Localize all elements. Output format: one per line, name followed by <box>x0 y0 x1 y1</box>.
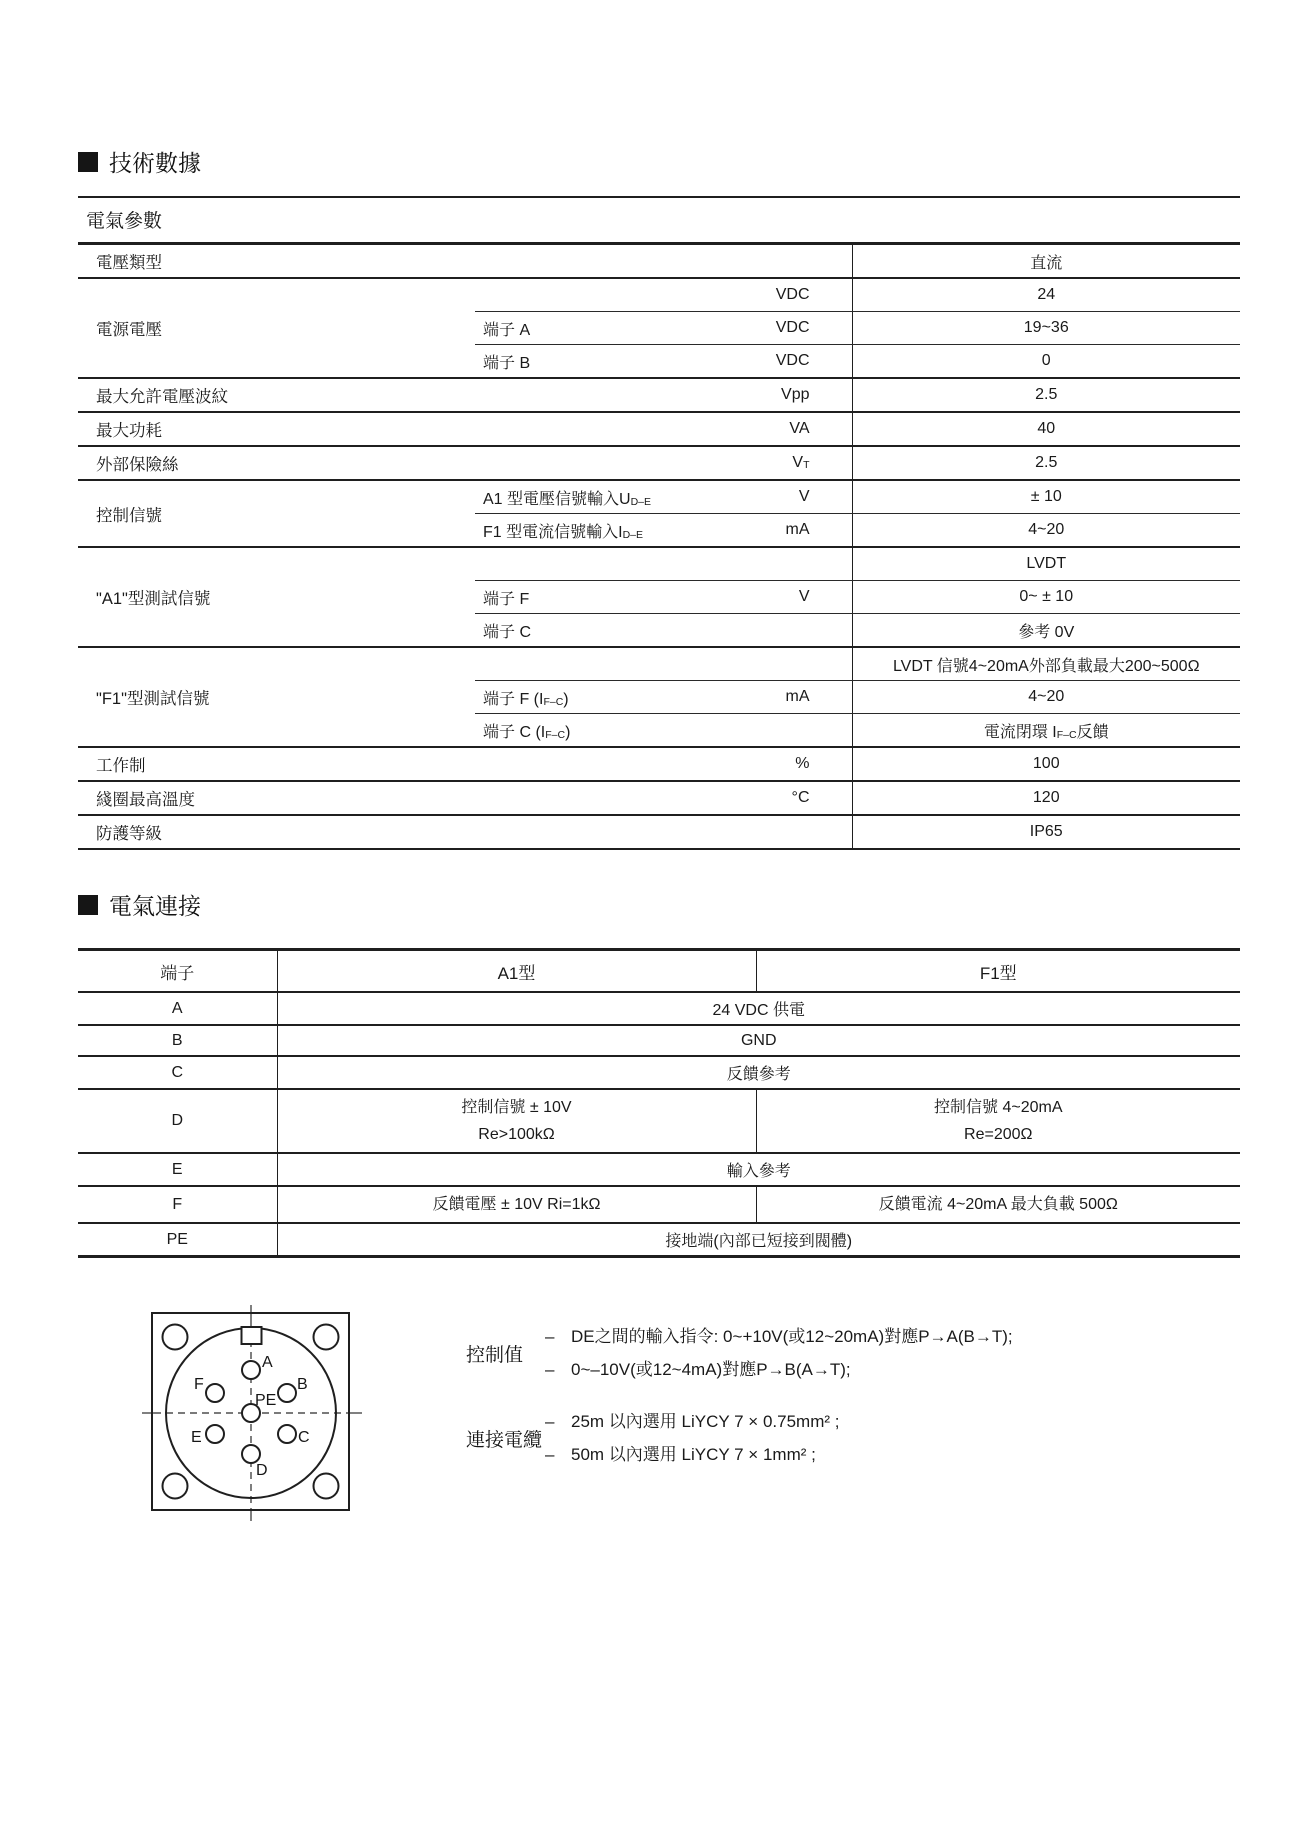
connections-table-container <box>78 948 1240 1258</box>
note-lines <box>545 1405 839 1471</box>
param-sub-cell <box>475 547 690 581</box>
param-sub-cell <box>475 244 690 279</box>
param-unit-cell <box>690 714 852 748</box>
param-unit-cell: VDC <box>690 278 852 312</box>
param-value-cell: 0~ ± 10 <box>852 581 1240 614</box>
pin-c-label: C <box>298 1429 310 1446</box>
pin-e <box>206 1425 224 1443</box>
param-unit-cell: % <box>690 747 852 781</box>
param-value-cell: 0 <box>852 345 1240 379</box>
param-value-cell: 4~20 <box>852 681 1240 714</box>
connection-f1-cell: 反饋電流 4~20mA 最大負載 500Ω <box>756 1186 1240 1223</box>
param-sub-cell: A1 型電壓信號輸入UD–E <box>475 480 690 514</box>
section-marker-icon <box>78 152 98 172</box>
param-unit-cell: V <box>690 581 852 614</box>
param-value-cell: 4~20 <box>852 514 1240 548</box>
pin-f <box>206 1384 224 1402</box>
param-sub-cell: 端子 C <box>475 614 690 648</box>
param-unit-cell <box>690 815 852 849</box>
param-row <box>78 647 1240 681</box>
mounting-hole <box>163 1474 188 1499</box>
connection-span-cell: 輸入參考 <box>277 1153 1240 1186</box>
pin-f-label: F <box>194 1376 204 1393</box>
param-value-cell: 電流閉環 IF–C反饋 <box>852 714 1240 748</box>
param-value-cell: 120 <box>852 781 1240 815</box>
param-value-cell: 2.5 <box>852 446 1240 480</box>
param-row <box>78 547 1240 581</box>
mounting-hole <box>314 1474 339 1499</box>
divider-line <box>78 196 1240 198</box>
param-unit-cell <box>690 244 852 279</box>
connection-f1-cell: 控制信號 4~20mA Re=200Ω <box>756 1089 1240 1153</box>
param-value-cell: LVDT 信號4~20mA外部負載最大200~500Ω <box>852 647 1240 681</box>
dash-bullet: – <box>545 1360 555 1379</box>
param-name-cell: 綫圈最高溫度 <box>78 781 475 815</box>
connections-header-row <box>78 950 1240 993</box>
param-unit-cell: mA <box>690 514 852 548</box>
terminal-cell: F <box>78 1186 277 1223</box>
connection-row <box>78 1186 1240 1223</box>
note-text: 25m 以內選用 LiYCY 7 × 0.75mm² ; <box>571 1412 840 1431</box>
mounting-hole <box>163 1325 188 1350</box>
connections-table <box>78 948 1240 1258</box>
header-a1-type: A1型 <box>277 950 756 993</box>
param-row <box>78 446 1240 480</box>
connection-span-cell: GND <box>277 1025 1240 1056</box>
terminal-cell: D <box>78 1089 277 1153</box>
mounting-hole <box>314 1325 339 1350</box>
param-sub-cell: 端子 F <box>475 581 690 614</box>
param-sub-cell: F1 型電流信號輸入ID–E <box>475 514 690 548</box>
param-sub-cell <box>475 278 690 312</box>
param-unit-cell: mA <box>690 681 852 714</box>
param-row <box>78 412 1240 446</box>
terminal-cell: A <box>78 992 277 1025</box>
param-unit-cell: VT <box>690 446 852 480</box>
section-title-text: 電氣連接 <box>109 893 201 919</box>
param-unit-cell <box>690 547 852 581</box>
param-value-cell: 100 <box>852 747 1240 781</box>
param-sub-cell <box>475 378 690 412</box>
connection-row <box>78 1025 1240 1056</box>
param-unit-cell: Vpp <box>690 378 852 412</box>
param-name-cell: 最大允許電壓波紋 <box>78 378 475 412</box>
param-name-cell: 最大功耗 <box>78 412 475 446</box>
terminal-cell: E <box>78 1153 277 1186</box>
param-sub-cell: 端子 A <box>475 312 690 345</box>
param-row <box>78 747 1240 781</box>
connector-diagram <box>142 1303 362 1523</box>
pin-b <box>278 1384 296 1402</box>
param-unit-cell <box>690 647 852 681</box>
connection-row <box>78 1089 1240 1153</box>
pin-c <box>278 1425 296 1443</box>
param-sub-cell: 端子 F (IF–C) <box>475 681 690 714</box>
section-electrical-connections <box>78 888 201 921</box>
param-row <box>78 480 1240 514</box>
pin-d <box>242 1445 260 1463</box>
note-label: 控制值 <box>466 1344 524 1366</box>
param-value-cell: 直流 <box>852 244 1240 279</box>
electrical-params-subtitle: 電氣參數 <box>86 211 163 232</box>
param-unit-cell: VDC <box>690 345 852 379</box>
connection-row <box>78 1153 1240 1186</box>
param-value-cell: LVDT <box>852 547 1240 581</box>
keyway-notch <box>242 1327 262 1344</box>
section-technical-data <box>78 145 201 178</box>
param-name-cell: 工作制 <box>78 747 475 781</box>
pin-a <box>242 1361 260 1379</box>
connection-span-cell: 24 VDC 供電 <box>277 992 1240 1025</box>
param-unit-cell <box>690 614 852 648</box>
param-sub-cell: 端子 C (IF–C) <box>475 714 690 748</box>
terminal-cell: B <box>78 1025 277 1056</box>
param-unit-cell: VDC <box>690 312 852 345</box>
param-name-cell: 電源電壓 <box>78 278 475 378</box>
param-name-cell: "A1"型測試信號 <box>78 547 475 647</box>
param-unit-cell: °C <box>690 781 852 815</box>
param-value-cell: IP65 <box>852 815 1240 849</box>
param-unit-cell: VA <box>690 412 852 446</box>
connection-cable-note <box>466 1405 839 1471</box>
dash-bullet: – <box>545 1412 555 1431</box>
param-unit-cell: V <box>690 480 852 514</box>
pin-a-label: A <box>262 1354 273 1371</box>
connection-span-cell: 接地端(內部已短接到閥體) <box>277 1223 1240 1257</box>
note-line <box>545 1353 1013 1386</box>
param-name-cell: 外部保險絲 <box>78 446 475 480</box>
param-sub-cell <box>475 815 690 849</box>
note-line <box>545 1320 1013 1353</box>
dash-bullet: – <box>545 1327 555 1346</box>
pin-d-label: D <box>256 1462 268 1479</box>
param-sub-cell <box>475 647 690 681</box>
dash-bullet: – <box>545 1445 555 1464</box>
connection-row <box>78 1056 1240 1089</box>
param-row <box>78 278 1240 312</box>
connection-span-cell: 反饋參考 <box>277 1056 1240 1089</box>
param-name-cell: 控制信號 <box>78 480 475 547</box>
electrical-params-table <box>78 242 1240 850</box>
param-sub-cell: 端子 B <box>475 345 690 379</box>
pin-e-label: E <box>191 1429 202 1446</box>
param-sub-cell <box>475 446 690 480</box>
terminal-cell: C <box>78 1056 277 1089</box>
note-text: DE之間的輸入指令: 0~+10V(或12~20mA)對應P→A(B→T); <box>571 1327 1013 1346</box>
param-row <box>78 781 1240 815</box>
connection-a1-cell: 反饋電壓 ± 10V Ri=1kΩ <box>277 1186 756 1223</box>
param-row <box>78 815 1240 849</box>
note-text: 50m 以內選用 LiYCY 7 × 1mm² ; <box>571 1445 816 1464</box>
param-sub-cell <box>475 747 690 781</box>
param-name-cell: 防護等級 <box>78 815 475 849</box>
control-value-note <box>466 1320 1013 1386</box>
param-name-cell: 電壓類型 <box>78 244 475 279</box>
pin-b-label: B <box>297 1376 308 1393</box>
pin-pe-label: PE <box>255 1392 277 1409</box>
param-value-cell: ± 10 <box>852 480 1240 514</box>
section-marker-icon <box>78 895 98 915</box>
connection-row <box>78 992 1240 1025</box>
note-lines <box>545 1320 1013 1386</box>
electrical-params-table-container <box>78 242 1240 850</box>
section-title-text: 技術數據 <box>109 150 201 176</box>
header-f1-type: F1型 <box>756 950 1240 993</box>
param-sub-cell <box>475 781 690 815</box>
connection-row <box>78 1223 1240 1257</box>
param-row <box>78 378 1240 412</box>
note-line <box>545 1405 839 1438</box>
connection-a1-cell: 控制信號 ± 10V Re>100kΩ <box>277 1089 756 1153</box>
param-sub-cell <box>475 412 690 446</box>
param-value-cell: 40 <box>852 412 1240 446</box>
note-text: 0~–10V(或12~4mA)對應P→B(A→T); <box>571 1360 851 1379</box>
param-value-cell: 2.5 <box>852 378 1240 412</box>
note-label: 連接電纜 <box>466 1429 543 1451</box>
param-value-cell: 19~36 <box>852 312 1240 345</box>
param-row <box>78 244 1240 279</box>
param-value-cell: 24 <box>852 278 1240 312</box>
param-name-cell: "F1"型測試信號 <box>78 647 475 747</box>
terminal-cell: PE <box>78 1223 277 1257</box>
param-value-cell: 參考 0V <box>852 614 1240 648</box>
note-line <box>545 1438 839 1471</box>
header-terminal: 端子 <box>78 950 277 993</box>
